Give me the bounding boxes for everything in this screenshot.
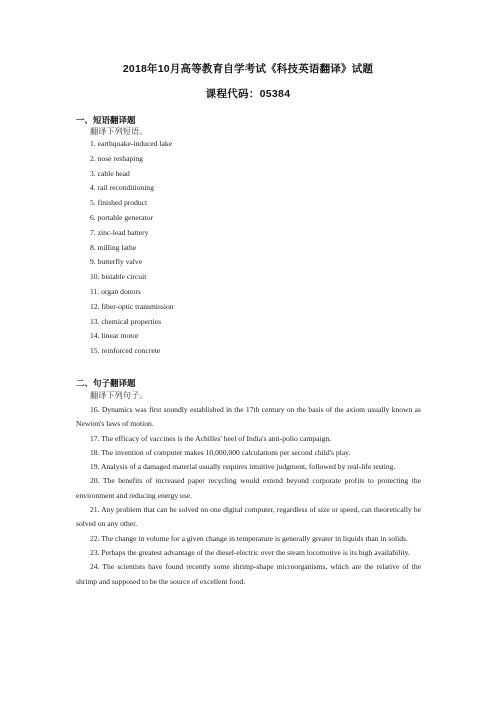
list-item: 21. Any problem that can be solved on one digital computer, regardless of size or speed, can theoretically be solved on any other.: [76, 505, 421, 529]
list-item: 16. Dynamics was first soundly established in the 17th century on the basis of the axiom usually known as Newton's laws of motion.: [76, 405, 421, 429]
list-item: 15. reinforced concrete: [90, 346, 161, 356]
sentence-list: [76, 403, 421, 589]
list-item: 23. Perhaps the greatest advantage of the diesel-electric over the steam locomotive is its high availability.: [90, 547, 410, 557]
list-item: 19. Analysis of a damaged material usually requires intuitive judgment, followed by real-life testing.: [90, 462, 396, 472]
list-item: 6. portable generator: [90, 212, 154, 222]
list-item: 5. finished product: [90, 198, 148, 208]
list-item: 24. The scientists have found recently some shrimp-shape microorganisms, which are the relative of the shrimp and supposed to be the source of excellent food.: [76, 562, 421, 586]
list-item: 2. nose reshaping: [90, 153, 143, 163]
list-item: 10. bistable circuit: [90, 272, 147, 282]
list-item: 12. fiber-optic transmission: [90, 301, 174, 311]
list-item: 4. rail reconditioning: [90, 183, 154, 193]
list-item: 11. organ donors: [90, 286, 141, 296]
section2-heading: 二、句子翻译题: [76, 378, 136, 388]
list-item: 20. The benefits of increased paper recycling would extend beyond corporate profits to protecting the environment and reducing energy use.: [76, 476, 421, 500]
list-item: 8. milling lathe: [90, 242, 137, 252]
document-title: 2018年10月高等教育自学考试《科技英语翻译》试题: [122, 63, 374, 75]
list-item: 1. earthquake-induced lake: [90, 139, 173, 148]
phrase-list: [90, 137, 174, 359]
list-item: 13. chemical properties: [90, 316, 162, 326]
list-item: 3. cable head: [90, 168, 130, 178]
list-item: 22. The change in volume for a given change in temperature is generally greater in liquids than in solids.: [90, 533, 408, 543]
list-item: 14. linear motor: [90, 331, 139, 341]
list-item: 7. zinc-lead battery: [90, 227, 149, 237]
section1-heading: 一、短语翻译题: [76, 115, 136, 125]
section2-instruction: 翻译下列句子。: [90, 391, 148, 400]
section1-instruction: 翻译下列短语。: [90, 127, 148, 136]
list-item: 9. butterfly valve: [90, 257, 143, 267]
list-item: 18. The invention of computer makes 10,000,000 calculations per second child's play.: [90, 447, 351, 457]
list-item: 17. The efficacy of vaccines is the Achilles' heel of India's anti-polio campaign.: [90, 433, 332, 443]
course-code: 课程代码：05384: [205, 88, 291, 100]
